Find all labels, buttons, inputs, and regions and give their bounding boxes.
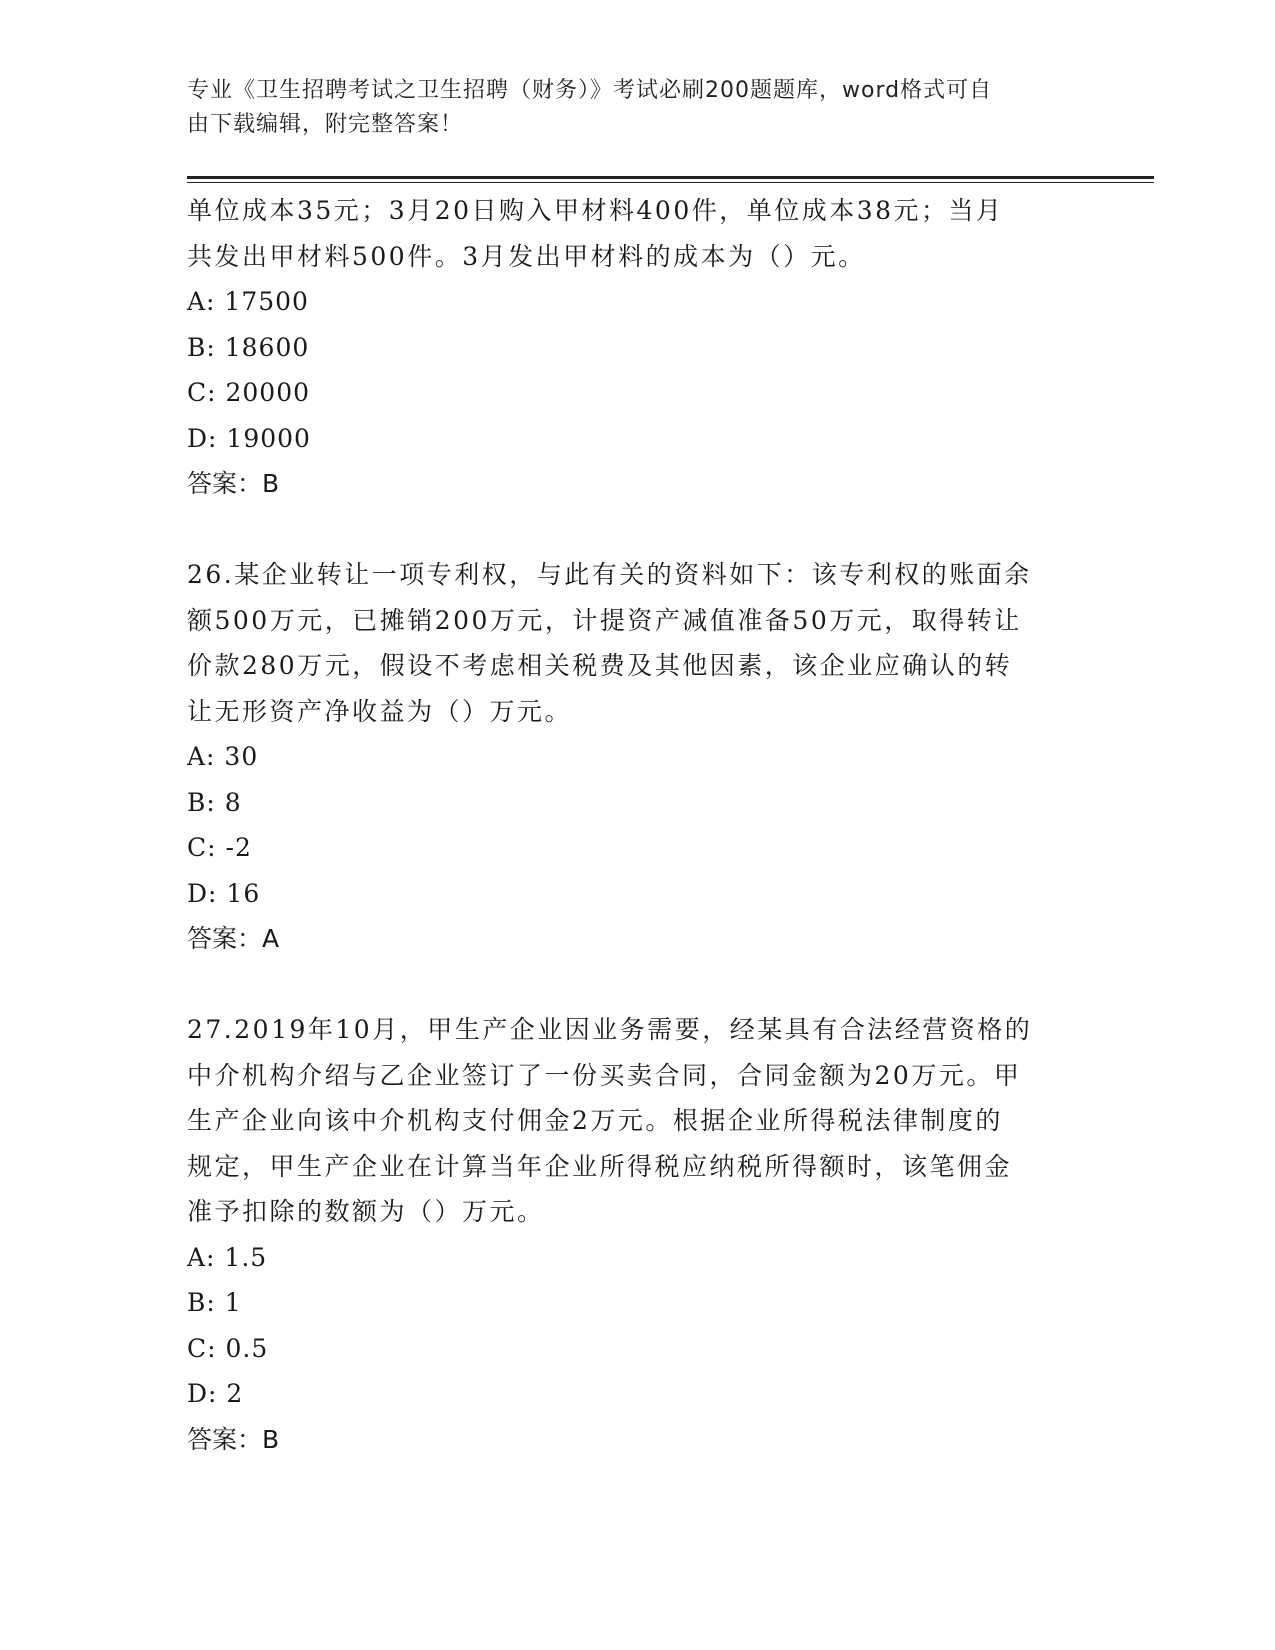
- header-divider-thick: [187, 176, 1154, 179]
- option-b: B: 18600: [187, 332, 310, 362]
- answer-line: 答案：B: [187, 469, 280, 498]
- option-d: D: 2: [187, 1379, 244, 1408]
- question-text-line: 共发出甲材料500件。3月发出甲材料的成本为（）元。: [187, 241, 866, 271]
- question-text-line: 27.2019年10月，甲生产企业因业务需要，经某具有合法经营资格的: [187, 1015, 1033, 1044]
- question-spacer: [187, 962, 1067, 1008]
- option-a: A: 1.5: [187, 1242, 268, 1272]
- question-text-line: 准予扣除的数额为（）万元。: [187, 1197, 545, 1226]
- question-block: [187, 188, 1067, 507]
- question-text-line: 中介机构介绍与乙企业签订了一份买卖合同，合同金额为20万元。甲: [187, 1060, 1022, 1090]
- question-text-line: 价款280万元，假设不考虑相关税费及其他因素，该企业应确认的转: [187, 651, 1013, 680]
- document-header: [187, 74, 1067, 142]
- option-d: D: 19000: [187, 423, 311, 453]
- question-text-line: 生产企业向该中介机构支付佣金2万元。根据企业所得税法律制度的: [187, 1106, 1003, 1135]
- option-a: A: 30: [187, 742, 259, 771]
- header-divider-thin: [187, 182, 1154, 183]
- answer-line: 答案：A: [187, 924, 280, 953]
- answer-line: 答案：B: [187, 1424, 280, 1454]
- question-text-line: 让无形资产净收益为（）万元。: [187, 696, 573, 726]
- document-body: [187, 188, 1067, 1462]
- question-text-line: 额500万元，已摊销200万元，计提资产减值准备50万元，取得转让: [187, 605, 1022, 635]
- option-a: A: 17500: [187, 287, 309, 316]
- option-b: B: 1: [187, 1288, 242, 1317]
- question-text-line: 单位成本35元；3月20日购入甲材料400件，单位成本38元；当月: [187, 196, 1004, 225]
- question-text-line: 26.某企业转让一项专利权，与此有关的资料如下：该专利权的账面余: [187, 560, 1032, 589]
- option-c: C: -2: [187, 833, 252, 862]
- question-block: [187, 552, 1067, 962]
- header-line-1: 专业《卫生招聘考试之卫生招聘（财务）》考试必刷200题题库，word格式可自: [187, 78, 993, 103]
- option-d: D: 16: [187, 878, 261, 908]
- question-text-line: 规定，甲生产企业在计算当年企业所得税应纳税所得额时，该笔佣金: [187, 1151, 1013, 1181]
- header-line-2: 由下载编辑，附完整答案！: [187, 112, 464, 137]
- option-c: C: 20000: [187, 378, 311, 407]
- question-spacer: [187, 507, 1067, 553]
- option-b: B: 8: [187, 787, 242, 817]
- option-c: C: 0.5: [187, 1333, 269, 1363]
- question-block: [187, 1007, 1067, 1462]
